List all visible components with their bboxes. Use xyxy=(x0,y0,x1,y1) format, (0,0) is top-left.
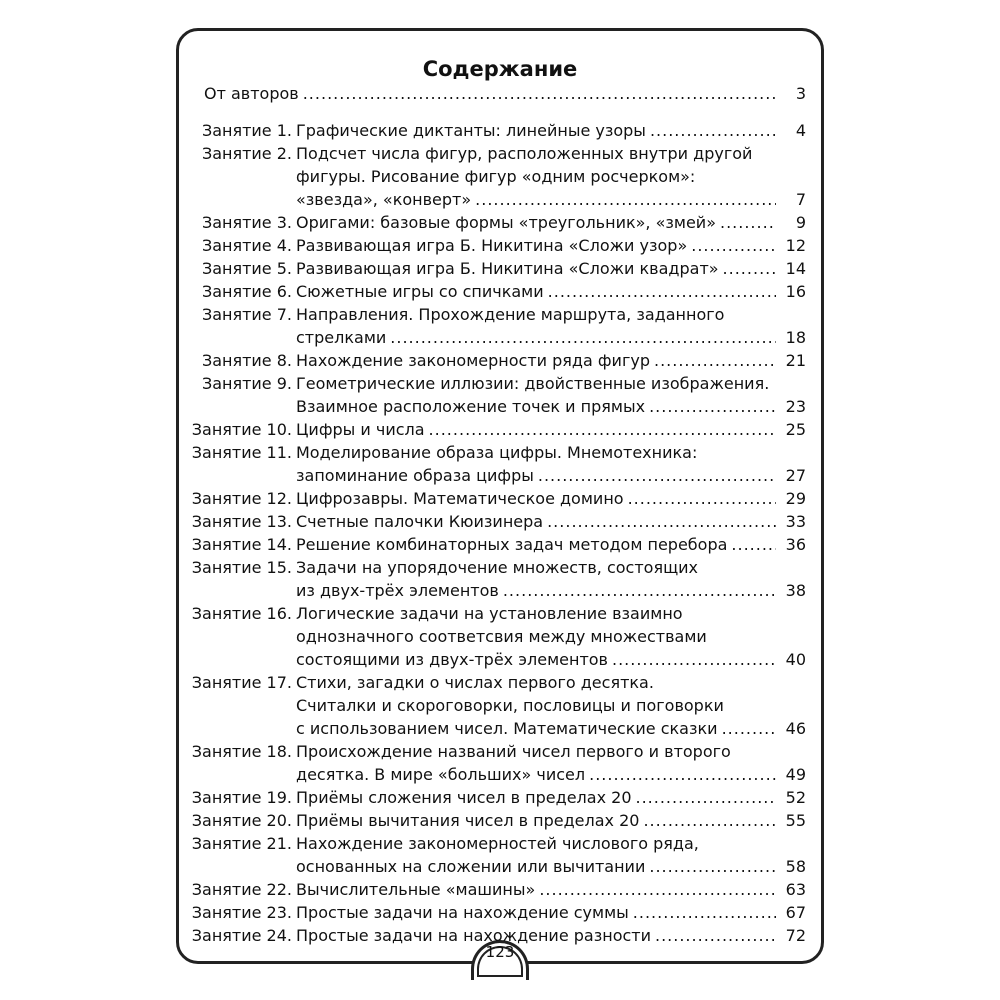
toc-entry-title-line: Подсчет числа фигур, расположенных внутри другой xyxy=(296,144,753,163)
toc-entry-title-line: Сюжетные игры со спичками xyxy=(296,282,544,301)
toc-entry-title-line: Счетные палочки Кюизинера xyxy=(296,512,544,531)
toc-entry-label: Занятие 8. xyxy=(201,351,292,370)
toc-entry-page: 16 xyxy=(785,282,806,301)
toc-entry-title-line: стрелками xyxy=(296,328,387,347)
toc-entry-label: Занятие 5. xyxy=(201,259,292,278)
toc-entry-label: Занятие 20. xyxy=(191,811,292,830)
toc-entry-label: Занятие 10. xyxy=(191,420,292,439)
toc-entry-label: Занятие 18. xyxy=(191,742,292,761)
toc-entry-lesson-19 xyxy=(191,786,806,809)
toc-entry-label: Занятие 23. xyxy=(191,903,292,922)
toc-entry-title-line: Направления. Прохождение маршрута, заданного xyxy=(296,305,725,324)
dot-leader xyxy=(720,211,776,234)
table-of-contents xyxy=(191,82,806,947)
toc-entry-title-line: Простые задачи на нахождение суммы xyxy=(296,903,629,922)
toc-entry-page: 23 xyxy=(785,397,806,416)
toc-entry-title-line: Цифры и числа xyxy=(296,420,425,439)
dot-leader xyxy=(390,326,776,349)
toc-entry-lesson-7 xyxy=(196,303,806,349)
toc-entry-title-line: Логические задачи на установление взаимно xyxy=(296,604,683,623)
toc-entry-lesson-9 xyxy=(196,372,806,418)
toc-entry-label: Занятие 21. xyxy=(191,834,292,853)
toc-entry-lesson-17 xyxy=(191,671,806,740)
toc-entry-lesson-5 xyxy=(196,257,806,280)
toc-entry-preface xyxy=(196,82,806,105)
dot-leader xyxy=(731,533,776,556)
toc-entry-page: 33 xyxy=(785,512,806,531)
toc-entry-page: 4 xyxy=(795,121,806,140)
toc-entry-lesson-24 xyxy=(191,924,806,947)
toc-entry-page: 36 xyxy=(785,535,806,554)
toc-entry-label: Занятие 6. xyxy=(201,282,292,301)
toc-entry-page: 55 xyxy=(785,811,806,830)
dot-leader xyxy=(655,924,776,947)
toc-entry-lesson-20 xyxy=(191,809,806,832)
dot-leader xyxy=(636,786,777,809)
dot-leader xyxy=(303,82,776,105)
toc-entry-label: Занятие 4. xyxy=(201,236,292,255)
dot-leader xyxy=(548,280,776,303)
dot-leader xyxy=(429,418,776,441)
dot-leader xyxy=(691,234,776,257)
toc-entry-lesson-2 xyxy=(196,142,806,211)
toc-entry-page: 46 xyxy=(785,719,806,738)
dot-leader xyxy=(589,763,776,786)
toc-entry-label: Занятие 24. xyxy=(191,926,292,945)
toc-entry-label: Занятие 22. xyxy=(191,880,292,899)
toc-entry-lesson-4 xyxy=(196,234,806,257)
toc-entry-title-line: Вычислительные «машины» xyxy=(296,880,536,899)
toc-entry-title-line: Стихи, загадки о числах первого десятка. xyxy=(296,673,654,692)
toc-entry-title-line: Происхождение названий чисел первого и второго xyxy=(296,742,731,761)
toc-entry-title-line: Развивающая игра Б. Никитина «Сложи квадрат» xyxy=(296,259,719,278)
toc-entry-label: Занятие 13. xyxy=(191,512,292,531)
toc-entry-page: 12 xyxy=(785,236,806,255)
toc-entry-page: 14 xyxy=(785,259,806,278)
dot-leader xyxy=(643,809,776,832)
toc-entry-label: Занятие 16. xyxy=(191,604,292,623)
toc-entry-lesson-16 xyxy=(191,602,806,671)
page-number: 123 xyxy=(485,943,515,961)
dot-leader xyxy=(475,188,776,211)
toc-entry-lesson-23 xyxy=(191,901,806,924)
toc-entry-lesson-8 xyxy=(196,349,806,372)
toc-entry-lesson-21 xyxy=(191,832,806,878)
toc-entry-title-line: Приёмы сложения чисел в пределах 20 xyxy=(296,788,632,807)
toc-entry-label: Занятие 17. xyxy=(191,673,292,692)
toc-entry-title-line: От авторов xyxy=(204,84,299,103)
toc-entry-page: 67 xyxy=(785,903,806,922)
toc-entry-label: Занятие 7. xyxy=(201,305,292,324)
dot-leader xyxy=(654,349,776,372)
toc-entry-title-line: Нахождение закономерностей числового ряда, xyxy=(296,834,699,853)
toc-entry-title-line: из двух-трёх элементов xyxy=(296,581,499,600)
dot-leader xyxy=(539,878,776,901)
toc-entry-label: Занятие 9. xyxy=(201,374,292,393)
toc-entry-label: Занятие 15. xyxy=(191,558,292,577)
dot-leader xyxy=(612,648,776,671)
dot-leader xyxy=(628,487,776,510)
toc-entry-label: Занятие 19. xyxy=(191,788,292,807)
toc-entry-lesson-13 xyxy=(191,510,806,533)
toc-entry-page: 7 xyxy=(795,190,806,209)
toc-entry-title-line: Решение комбинаторных задач методом перебора xyxy=(296,535,728,554)
toc-entry-lesson-22 xyxy=(191,878,806,901)
toc-entry-page: 58 xyxy=(785,857,806,876)
dot-leader xyxy=(723,257,776,280)
toc-entry-title-line: Задачи на упорядочение множеств, состоящих xyxy=(296,558,699,577)
dot-leader xyxy=(633,901,776,924)
toc-entry-title-line: однозначного соответсвия между множествами xyxy=(296,627,707,646)
toc-entry-title-line: Геометрические иллюзии: двойственные изображения. xyxy=(296,374,770,393)
toc-entry-title-line: Оригами: базовые формы «треугольник», «змей» xyxy=(296,213,716,232)
dot-leader xyxy=(650,119,776,142)
toc-entry-page: 21 xyxy=(785,351,806,370)
toc-entry-title-line: «звезда», «конверт» xyxy=(296,190,472,209)
toc-entry-title-line: Цифрозавры. Математическое домино xyxy=(296,489,624,508)
toc-entry-title-line: Графические диктанты: линейные узоры xyxy=(296,121,646,140)
toc-entry-page: 52 xyxy=(785,788,806,807)
toc-entry-title-line: запоминание образа цифры xyxy=(296,466,534,485)
toc-entry-page: 63 xyxy=(785,880,806,899)
toc-entry-page: 27 xyxy=(785,466,806,485)
toc-entry-title-line: Развивающая игра Б. Никитина «Сложи узор» xyxy=(296,236,688,255)
toc-entry-title-line: основанных на сложении или вычитании xyxy=(296,857,646,876)
toc-entry-page: 38 xyxy=(785,581,806,600)
toc-entry-title-line: состоящими из двух-трёх элементов xyxy=(296,650,608,669)
toc-entry-lesson-3 xyxy=(196,211,806,234)
toc-entry-page: 9 xyxy=(795,213,806,232)
toc-entry-label: Занятие 2. xyxy=(201,144,292,163)
dot-leader xyxy=(649,855,776,878)
page-title: Содержание xyxy=(422,57,578,81)
toc-entry-lesson-15 xyxy=(191,556,806,602)
toc-entry-lesson-14 xyxy=(191,533,806,556)
dot-leader xyxy=(722,717,776,740)
toc-entry-title-line: Простые задачи на нахождение разности xyxy=(296,926,651,945)
dot-leader xyxy=(503,579,776,602)
toc-entry-label: Занятие 14. xyxy=(191,535,292,554)
toc-entry-title-line: Моделирование образа цифры. Мнемотехника: xyxy=(296,443,698,462)
toc-entry-lesson-1 xyxy=(196,119,806,142)
dot-leader xyxy=(547,510,776,533)
toc-entry-title-line: фигуры. Рисование фигур «одним росчерком»: xyxy=(296,167,696,186)
toc-entry-page: 72 xyxy=(785,926,806,945)
toc-entry-title-line: Считалки и скороговорки, пословицы и поговорки xyxy=(296,696,724,715)
dot-leader xyxy=(538,464,776,487)
toc-entry-lesson-6 xyxy=(196,280,806,303)
toc-entry-title-line: Взаимное расположение точек и прямых xyxy=(296,397,646,416)
dot-leader xyxy=(649,395,776,418)
toc-entry-label: Занятие 3. xyxy=(201,213,292,232)
toc-entry-page: 18 xyxy=(785,328,806,347)
toc-entry-label: Занятие 12. xyxy=(191,489,292,508)
toc-entry-label: Занятие 11. xyxy=(191,443,292,462)
toc-entry-page: 3 xyxy=(795,84,806,103)
toc-entry-lesson-18 xyxy=(191,740,806,786)
toc-entry-page: 40 xyxy=(785,650,806,669)
toc-entry-title-line: Приёмы вычитания чисел в пределах 20 xyxy=(296,811,640,830)
toc-entry-lesson-10 xyxy=(191,418,806,441)
toc-entry-page: 29 xyxy=(785,489,806,508)
toc-entry-label: Занятие 1. xyxy=(201,121,292,140)
toc-entry-title-line: десятка. В мире «больших» чисел xyxy=(296,765,586,784)
toc-entry-lesson-11 xyxy=(191,441,806,487)
toc-entry-lesson-12 xyxy=(191,487,806,510)
toc-entry-title-line: Нахождение закономерности ряда фигур xyxy=(296,351,650,370)
toc-entry-page: 25 xyxy=(785,420,806,439)
toc-entry-title-line: с использованием чисел. Математические сказки xyxy=(296,719,718,738)
toc-entry-page: 49 xyxy=(785,765,806,784)
